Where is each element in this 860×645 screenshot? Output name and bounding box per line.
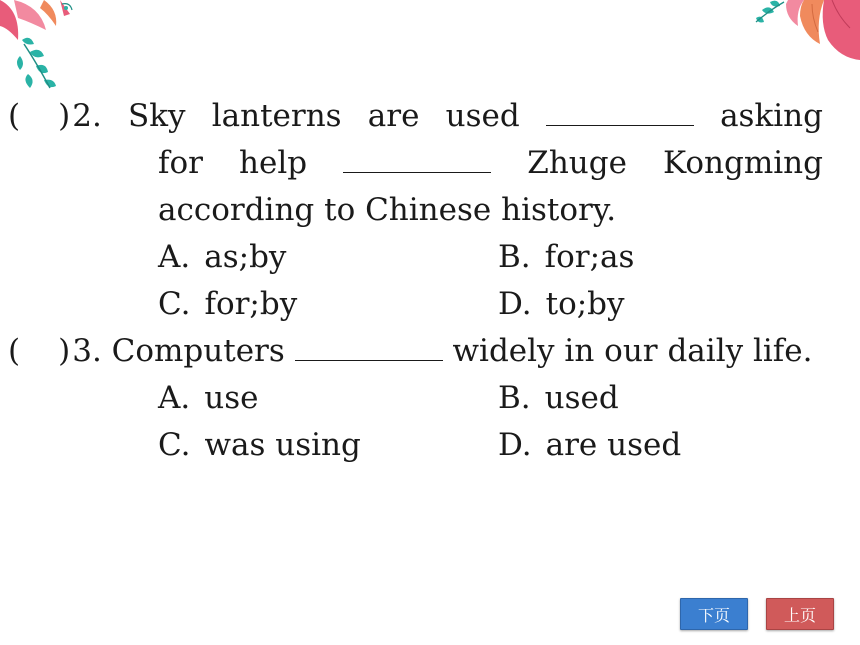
question-2-option-c[interactable] [158,284,297,324]
question-3-option-d[interactable] [498,425,681,465]
question-3-option-c[interactable] [158,425,361,465]
next-page-button[interactable]: 下页 [680,598,748,630]
question-2-option-b[interactable] [498,237,634,277]
option-text: used [544,380,619,416]
question-2-line-2 [158,143,823,183]
option-letter: D. [498,427,532,463]
question-number: 3. [72,333,102,369]
option-text: for;by [204,286,298,322]
question-3-option-a[interactable] [158,378,258,418]
answer-slot[interactable] [20,359,58,361]
question-2-line-3: according to Chinese history. [158,192,617,228]
word: Sky [127,98,186,134]
question-3-option-b[interactable] [498,378,619,418]
answer-paren-close: ) [58,98,71,134]
fill-in-blank[interactable] [343,146,491,173]
question-3-stem [8,331,812,371]
question-2-prefix [8,96,102,136]
answer-paren-close: ) [58,333,71,369]
option-letter: A. [158,239,191,275]
fill-in-blank[interactable] [295,334,443,361]
word: lanterns [211,98,342,134]
answer-paren-open: ( [8,98,21,134]
previous-page-button[interactable]: 上页 [766,598,834,630]
option-text: use [204,380,259,416]
fill-in-blank[interactable] [546,99,694,126]
word: Zhuge [527,145,627,181]
option-text: to;by [545,286,625,322]
option-letter: B. [498,380,531,416]
question-2-option-a[interactable] [158,237,286,277]
option-letter: A. [158,380,191,416]
question-2-option-d[interactable] [498,284,625,324]
option-letter: C. [158,286,191,322]
word: used [445,98,520,134]
word: help [239,145,308,181]
stem-text: Computers [111,333,285,369]
floral-decoration-right-icon [720,0,860,80]
word: asking [720,98,823,134]
option-text: are used [545,427,682,463]
stem-text: widely in our daily life. [452,333,813,369]
word: Kongming [663,145,823,181]
option-letter: D. [498,286,532,322]
word: are [367,98,420,134]
floral-decoration-left-icon [0,0,110,95]
option-text: as;by [204,239,287,275]
option-text: was using [204,427,361,463]
answer-paren-open: ( [8,333,21,369]
word: for [158,145,203,181]
option-letter: C. [158,427,191,463]
option-text: for;as [544,239,635,275]
answer-slot[interactable] [20,124,58,126]
option-letter: B. [498,239,531,275]
question-2-line-1 [8,96,823,136]
question-number: 2. [72,98,102,134]
